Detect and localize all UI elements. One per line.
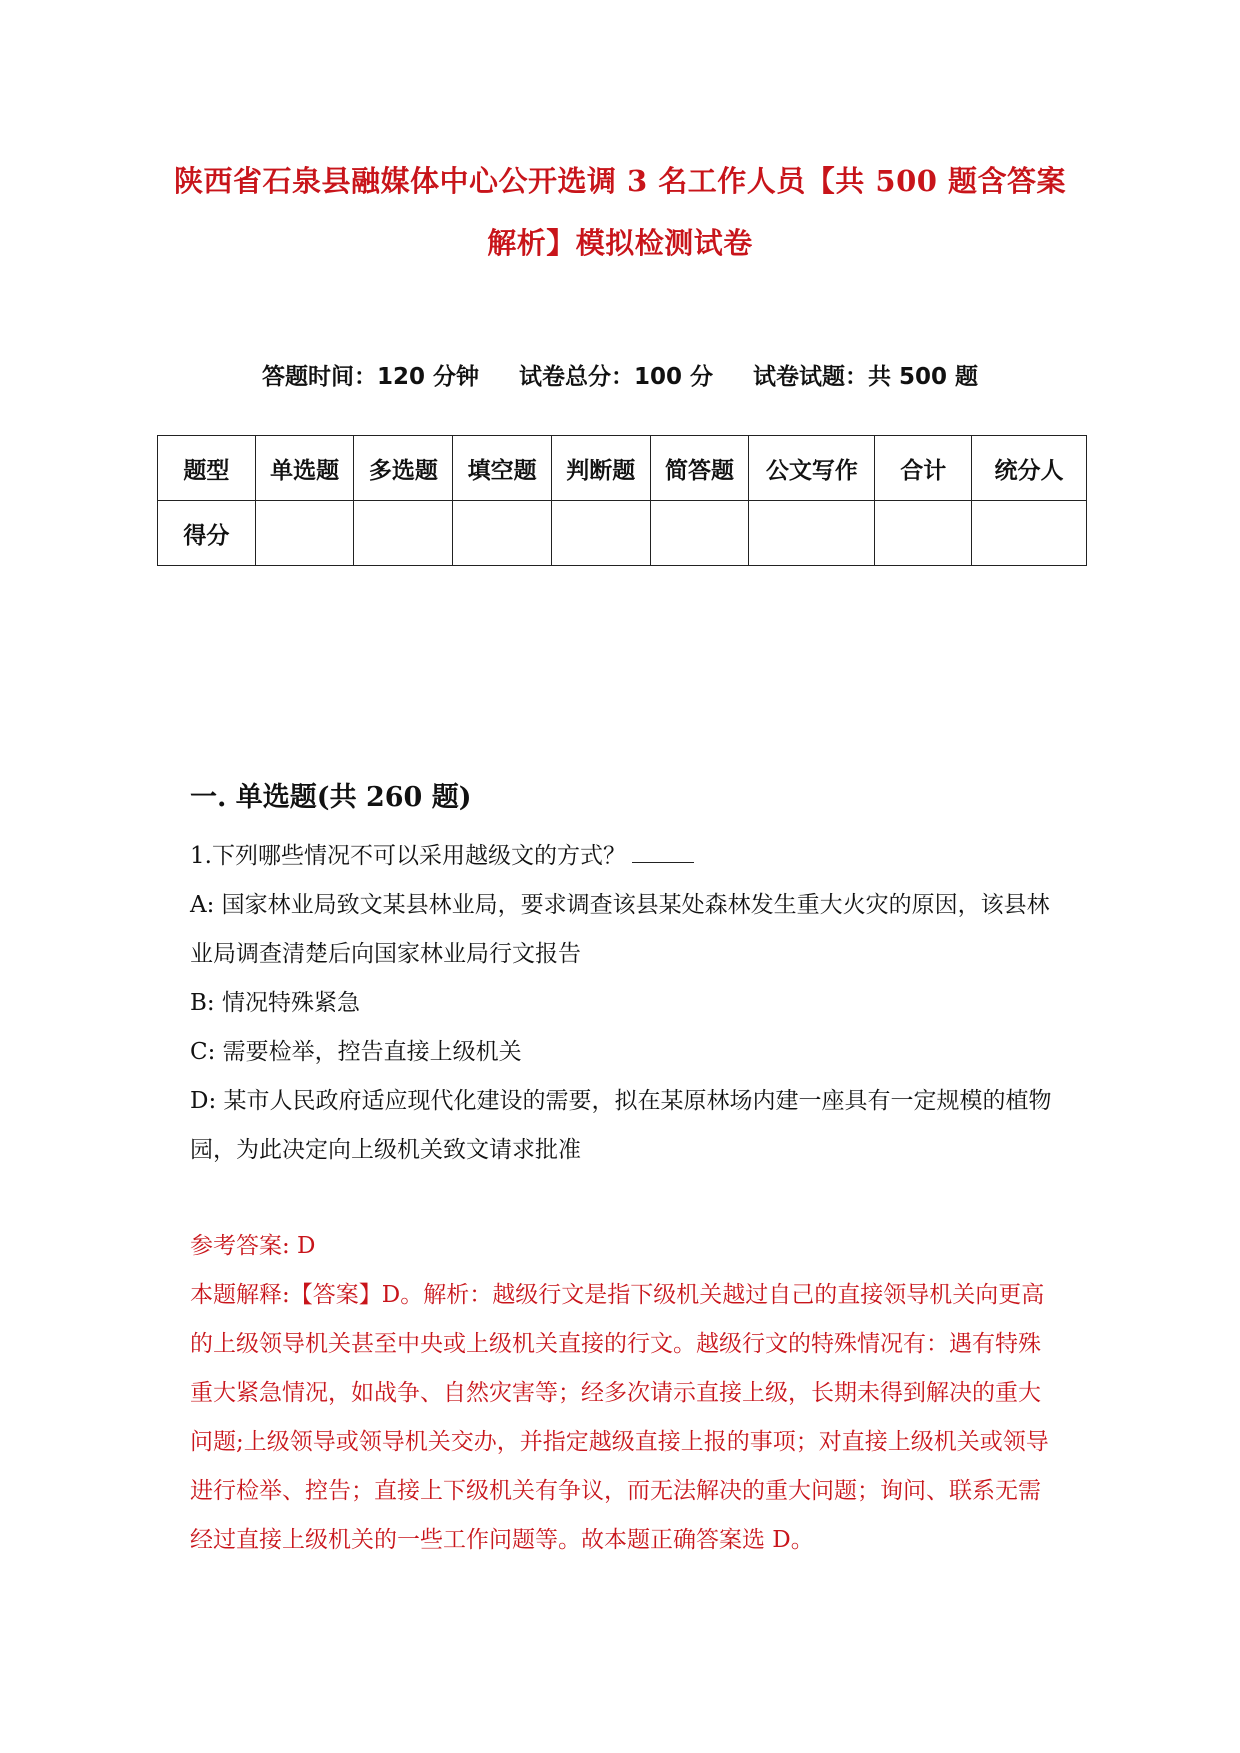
- answer-explanation: 本题解释:【答案】D。解析：越级行文是指下级机关越过自己的直接领导机关向更高的上级领导机关甚至中央或上级机关直接的行文。越级行文的特殊情况有：遇有特殊重大紧急情况，如战争、自然灾害等；经多次请示直接上级，长期未得到解决的重大问题;上级领导或领导机关交办，并指定越级直接上报的事项；对直接上级机关或领导进行检举、控告；直接上下级机关有争议，而无法解决的重大问题；询问、联系无需经过直接上级机关的一些工作问题等。故本题正确答案选 D。: [190, 1282, 1049, 1553]
- score-table-header: 简答题: [650, 436, 749, 501]
- exam-total-score: 试卷总分：100 分: [518, 364, 714, 390]
- score-table-row: [158, 501, 1087, 566]
- option-d: D: 某市人民政府适应现代化建设的需要，拟在某原林场内建一座具有一定规模的植物园，为此决定向上级机关致文请求批准: [190, 1088, 1052, 1163]
- exam-time: 答题时间：120 分钟: [261, 364, 479, 390]
- score-table-header: 单选题: [255, 436, 354, 501]
- score-cell: [255, 501, 354, 566]
- reference-answer: 参考答案: D: [190, 1233, 316, 1259]
- score-table-header: 合计: [875, 436, 972, 501]
- score-cell: [354, 501, 453, 566]
- section-heading: 一. 单选题(共 260 题): [190, 782, 472, 813]
- score-table-header: 多选题: [354, 436, 453, 501]
- option-b: B: 情况特殊紧急: [190, 990, 360, 1016]
- score-row-label: 得分: [158, 501, 256, 566]
- score-cell: [749, 501, 875, 566]
- exam-meta: [150, 358, 1090, 391]
- score-cell: [453, 501, 552, 566]
- document-title-line2: 解析】模拟检测试卷: [487, 226, 753, 260]
- score-table-header: 判断题: [551, 436, 650, 501]
- answer-blank: [632, 840, 694, 863]
- score-table-header: 统分人: [972, 436, 1087, 501]
- score-table-header-row: [158, 436, 1087, 501]
- exam-question-count: 试卷试题：共 500 题: [753, 364, 979, 390]
- question-stem: [190, 832, 1060, 881]
- score-cell: [972, 501, 1087, 566]
- score-table-header: 题型: [158, 436, 256, 501]
- score-table-header: 公文写作: [749, 436, 875, 501]
- score-table: [157, 435, 1087, 566]
- question-stem-text: 1.下列哪些情况不可以采用越级文的方式？: [190, 843, 626, 869]
- question-block: [190, 832, 1060, 1175]
- score-table-header: 填空题: [453, 436, 552, 501]
- document-title-line1: 陕西省石泉县融媒体中心公开选调 3 名工作人员【共 500 题含答案: [173, 164, 1067, 198]
- score-cell: [875, 501, 972, 566]
- score-cell: [650, 501, 749, 566]
- answer-block: [190, 1222, 1060, 1565]
- option-c: C: 需要检举，控告直接上级机关: [190, 1039, 522, 1065]
- score-cell: [551, 501, 650, 566]
- option-a: A: 国家林业局致文某县林业局，要求调查该县某处森林发生重大火灾的原因，该县林业局调查清楚后向国家林业局行文报告: [190, 892, 1050, 967]
- document-title: [150, 150, 1090, 274]
